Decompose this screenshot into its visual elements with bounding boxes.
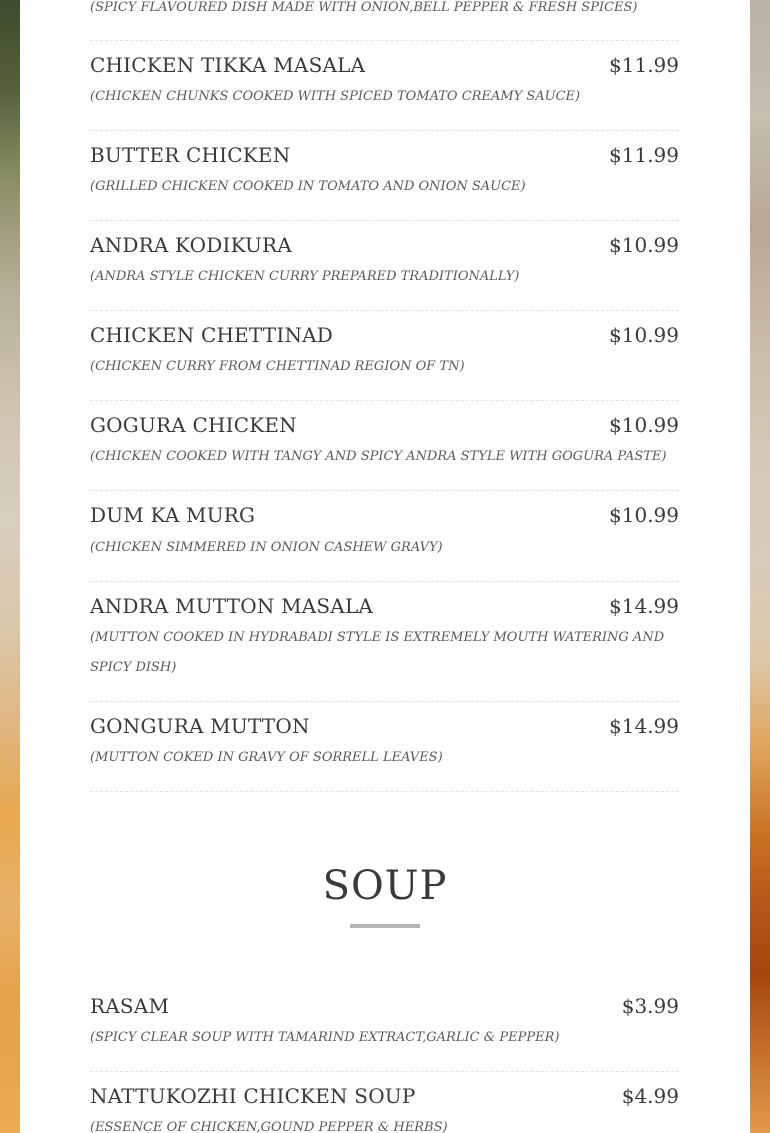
menu-item-name: CHICKEN CHETTINAD [90, 323, 334, 347]
menu-item-price: $3.99 [621, 994, 679, 1018]
menu-item-name: GONGURA MUTTON [90, 714, 310, 738]
menu-item-price: $10.99 [609, 323, 679, 347]
menu-item-price: $10.99 [609, 503, 679, 527]
menu-card [20, 0, 750, 1133]
soup-items-list [90, 982, 679, 1133]
background-right-edge [750, 0, 770, 1133]
section-title-underline [350, 924, 420, 928]
menu-item-price: $14.99 [609, 714, 679, 738]
menu-item-description: (ANDRA STYLE CHICKEN CURRY PREPARED TRADITIONALLY) [90, 269, 520, 284]
menu-item [90, 702, 679, 792]
menu-item-name: DUM KA MURG [90, 503, 256, 527]
menu-item-price: $10.99 [609, 233, 679, 257]
menu-item [90, 582, 679, 702]
menu-item-price: $11.99 [609, 53, 679, 77]
menu-item-price: $14.99 [609, 594, 679, 618]
menu-item-name: ANDRA KODIKURA [90, 233, 292, 257]
menu-item-description: (MUTTON COOKED IN HYDRABADI STYLE IS EXTREMELY MOUTH WATERING AND SPICY DISH) [90, 630, 665, 675]
menu-item-name: BUTTER CHICKEN [90, 143, 291, 167]
menu-item [90, 41, 679, 131]
menu-item [90, 311, 679, 401]
menu-item [90, 982, 679, 1072]
menu-item-description: (GRILLED CHICKEN COOKED IN TOMATO AND ONION SAUCE) [90, 179, 526, 194]
menu-item [90, 1072, 679, 1133]
menu-item [90, 401, 679, 491]
menu-item [90, 131, 679, 221]
menu-item-name: ANDRA MUTTON MASALA [90, 594, 374, 618]
menu-item-name: CHICKEN TIKKA MASALA [90, 53, 366, 77]
menu-item-description: (SPICY FLAVOURED DISH MADE WITH ONION,BELL PEPPER & FRESH SPICES) [90, 0, 638, 15]
menu-item-description: (SPICY CLEAR SOUP WITH TAMARIND EXTRACT,GARLIC & PEPPER) [90, 1030, 560, 1045]
menu-item-description: (CHICKEN SIMMERED IN ONION CASHEW GRAVY) [90, 540, 443, 555]
menu-item-price: $4.99 [621, 1084, 679, 1108]
menu-item-description: (CHICKEN COOKED WITH TANGY AND SPICY ANDRA STYLE WITH GOGURA PASTE) [90, 449, 667, 464]
menu-item-description: (CHICKEN CHUNKS COOKED WITH SPICED TOMATO CREAMY SAUCE) [90, 89, 581, 104]
menu-item-name: RASAM [90, 994, 170, 1018]
menu-items-list [90, 41, 679, 792]
section-title-soup: SOUP [322, 863, 448, 909]
menu-item-description: (MUTTON COKED IN GRAVY OF SORRELL LEAVES) [90, 750, 443, 765]
background-left-edge [0, 0, 20, 1133]
menu-item [90, 221, 679, 311]
menu-item-name: GOGURA CHICKEN [90, 413, 297, 437]
menu-item-price: $11.99 [609, 143, 679, 167]
menu-item [90, 491, 679, 582]
menu-item-description: (ESSENCE OF CHICKEN,GOUND PEPPER & HERBS) [90, 1120, 448, 1133]
menu-item-description: (CHICKEN CURRY FROM CHETTINAD REGION OF TN) [90, 359, 465, 374]
menu-item-name: NATTUKOZHI CHICKEN SOUP [90, 1084, 416, 1108]
menu-item-price: $10.99 [609, 413, 679, 437]
